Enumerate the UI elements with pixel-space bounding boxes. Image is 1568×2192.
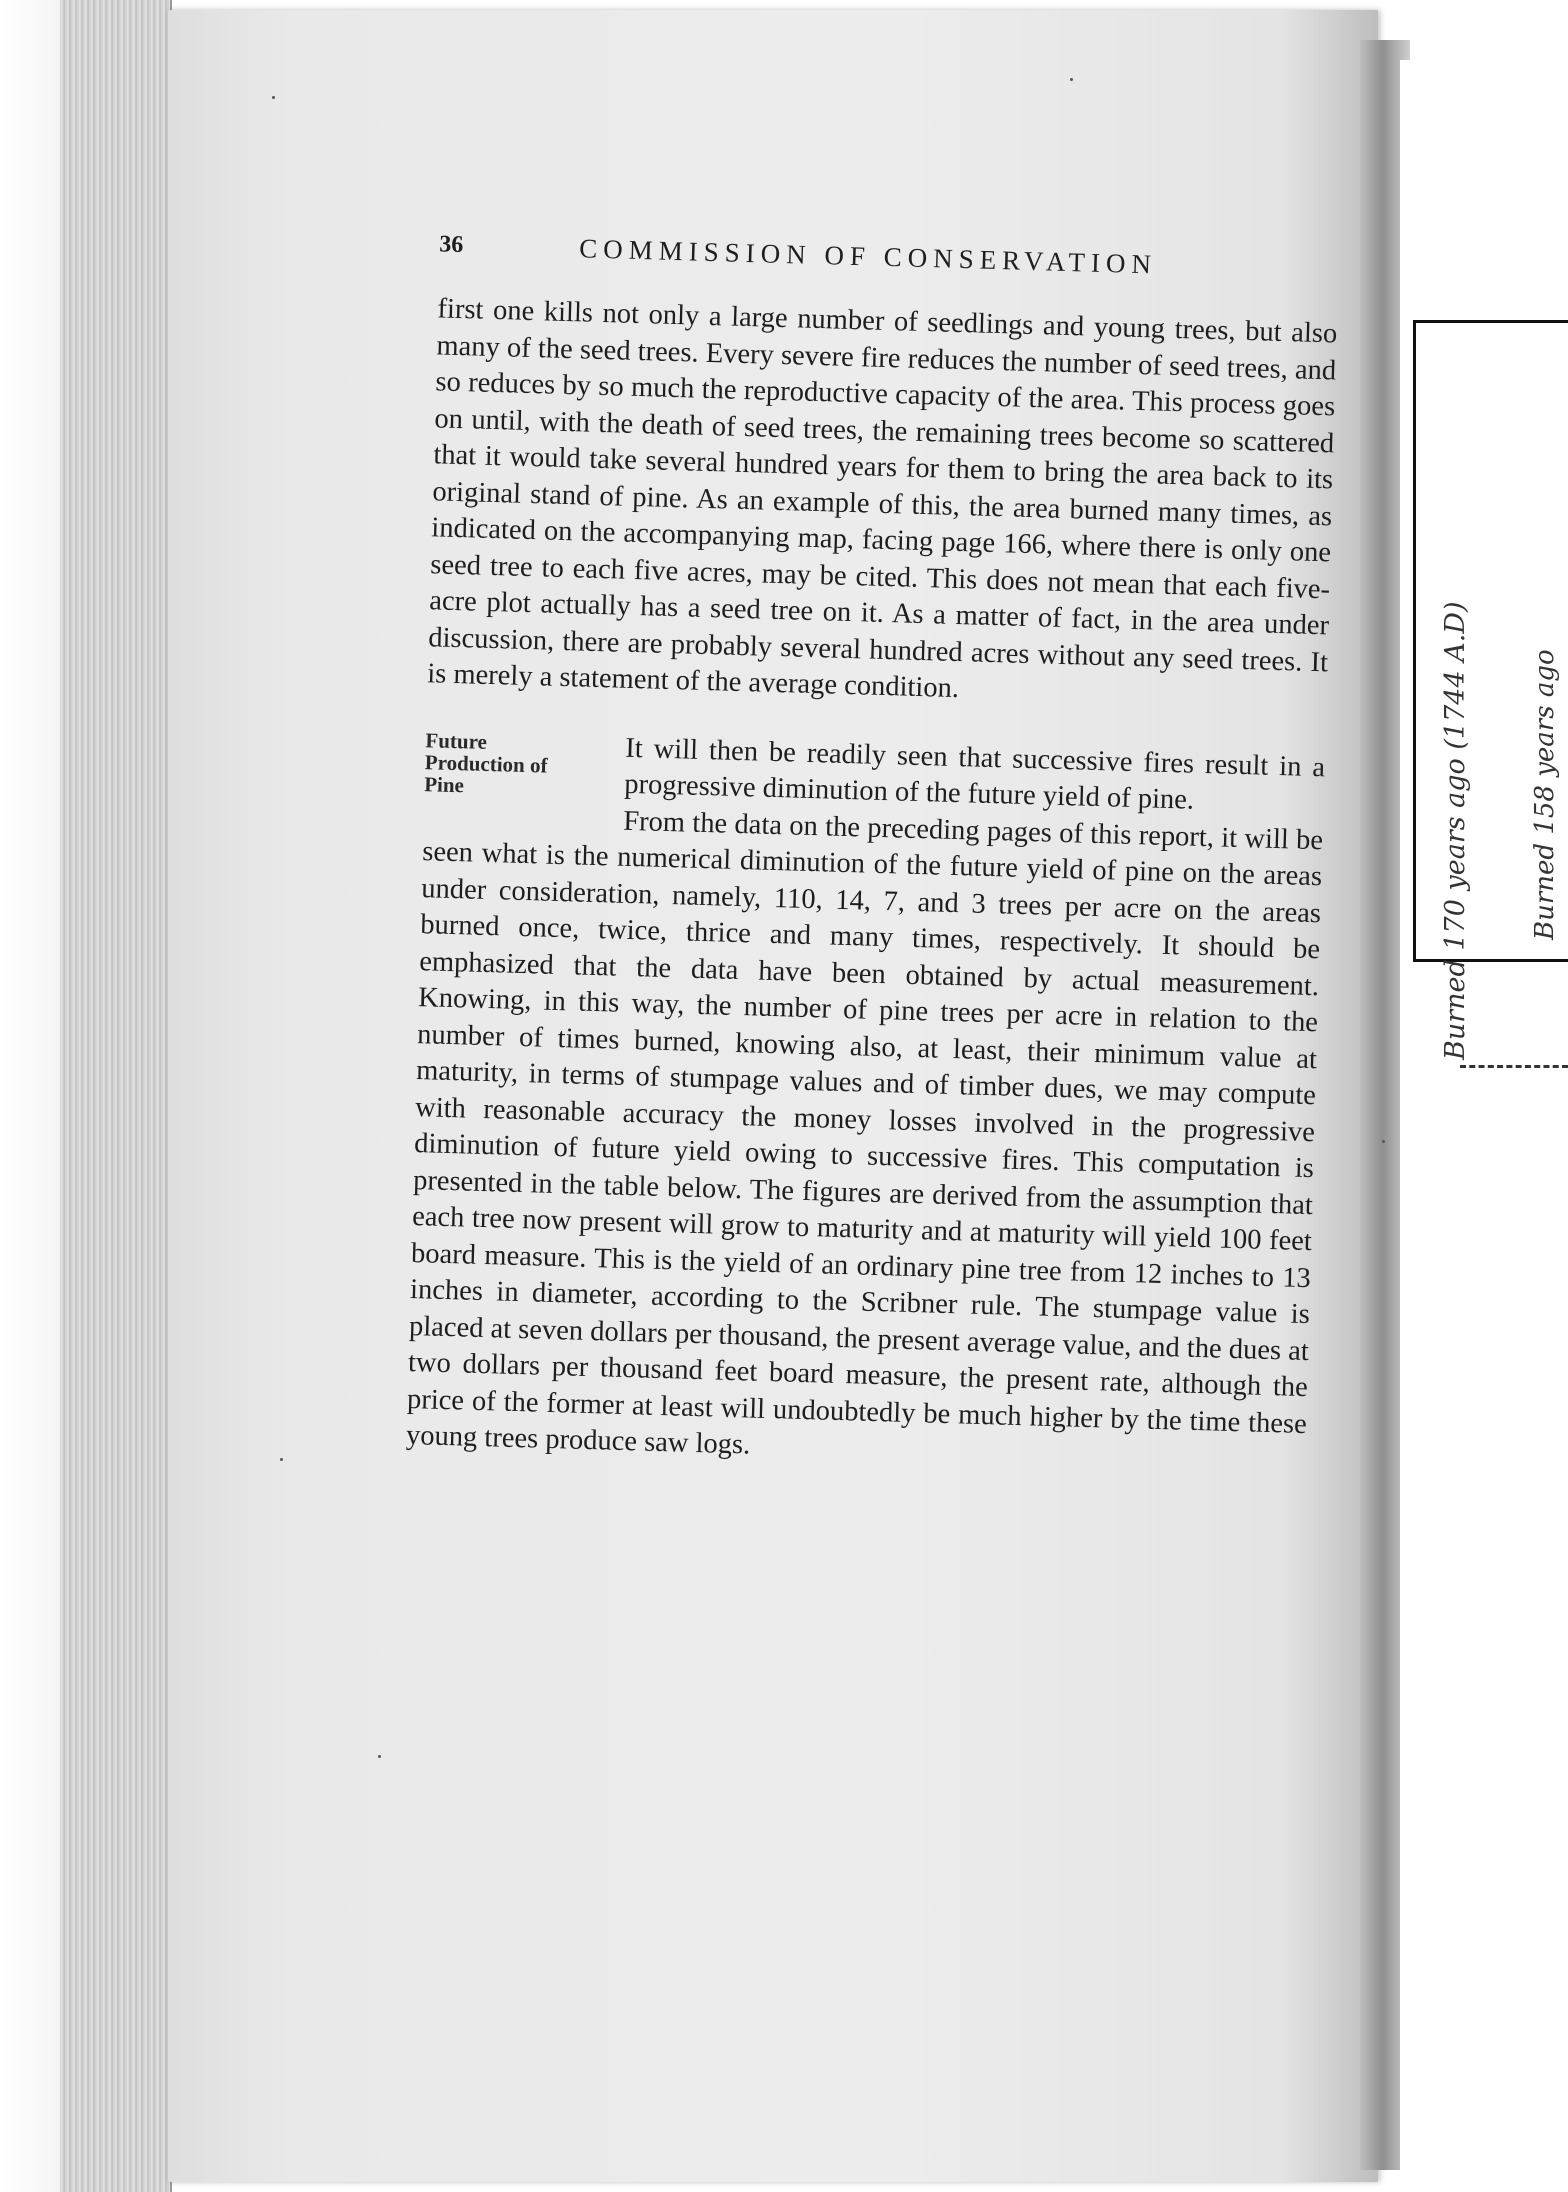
side-heading: Future Production of Pine xyxy=(423,727,548,797)
running-title: COMMISSION OF CONSERVATION xyxy=(578,233,1158,280)
scan-speck xyxy=(280,1458,283,1461)
scan-margin xyxy=(0,0,62,2192)
body-paragraph: It will then be readily seen that successive fires result in a progressive diminution of the future yield of pine. xyxy=(623,732,1326,816)
scan-speck xyxy=(378,1755,381,1758)
body-paragraph: first one kills not only a large number of seedlings and young trees, but also many of the seed trees. Every severe fire reduces the number of seed trees, and so reduces by so much the reproductive capacity of the area. This process goes on until, with the death of seed trees, the remaining trees become so scattered that it would take several hundred years for them to bring the area back to its original stand of pine. As an example of this, the area burned many times, as indicated on the accompanying map, facing page 166, where there is only one seed tree to each five acres, may be cited. This does not mean that each five-acre plot actually has a seed tree on it. As a matter of fact, in the area under discussion, there are probably several hundred acres without any seed trees. It is merely a statement of the average condition. xyxy=(426,293,1338,705)
map-label-burned-170: Burned 170 years ago (1744 A.D) xyxy=(1440,601,1471,1060)
section-future-production xyxy=(406,725,1326,1480)
scan-speck xyxy=(272,96,275,99)
scan-speck xyxy=(1070,78,1073,81)
map-label-burned-158: Burned 158 years ago xyxy=(1530,649,1560,940)
scan-speck xyxy=(1382,1140,1385,1143)
book-page-edges xyxy=(60,0,172,2192)
page-text xyxy=(356,220,1350,1480)
page-number: 36 xyxy=(438,231,464,259)
body-paragraph: From the data on the preceding pages of this report, it will be seen what is the numerical diminution of the future yield of pine on the areas under consideration, namely, 110, 14, 7, and 3 trees per acre on the areas burned once, twice, thrice and many times, respectively. It should be emphasized that the data have been obtained by actual measurement. Knowing, in this way, the number of pine trees per acre in relation to the number of times burned, knowing also, at least, their minimum value at maturity, in terms of stumpage values and of timber dues, we may compute with reasonable accuracy the money losses involved in the progressive diminution of future yield owing to successive fires. This computation is presented in the table below. The figures are derived from the assumption that each tree now present will grow to maturity and at maturity will yield 100 feet board measure. This is the yield of an ordinary pine tree from 12 inches to 13 inches in diameter, according to the Scribner rule. The stumpage value is placed at seven dollars per thousand, the present average value, and the dues at two dollars per thousand feet board measure, the present rate, although the price of the former at least will undoubtedly be much higher by the time these young trees produce saw logs. xyxy=(405,805,1324,1461)
map-boundary-line xyxy=(1460,1065,1568,1068)
